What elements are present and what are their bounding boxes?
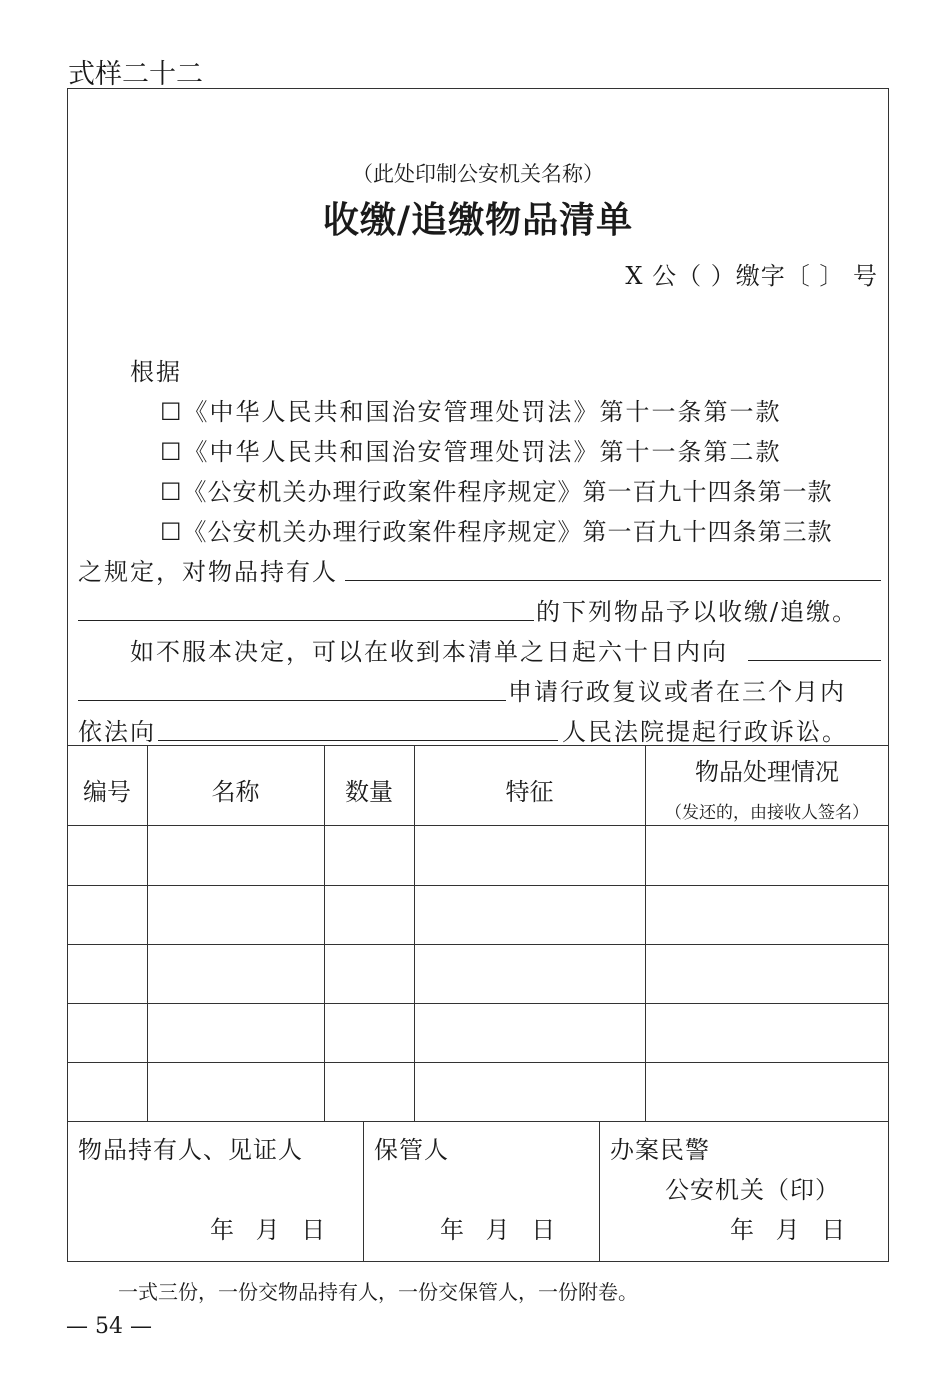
appeal-line-2: 申请行政复议或者在三个月内 bbox=[508, 678, 846, 706]
appeal-line-3-suffix: 人民法院提起行政诉讼。 bbox=[562, 718, 848, 746]
cell-name[interactable] bbox=[147, 944, 324, 1003]
cell-number[interactable] bbox=[67, 825, 147, 885]
custodian-date[interactable]: 年 月 日 bbox=[440, 1216, 557, 1244]
checkbox-icon[interactable]: ☐ bbox=[160, 478, 183, 506]
agency-name-placeholder: （此处印制公安机关名称） bbox=[352, 162, 604, 186]
basis-intro: 根据 bbox=[130, 358, 182, 386]
header-disposal-note: （发还的，由接收人签名） bbox=[665, 803, 869, 823]
checkbox-icon[interactable]: ☐ bbox=[160, 518, 183, 546]
cell-features[interactable] bbox=[414, 944, 645, 1003]
cell-number[interactable] bbox=[67, 1062, 147, 1121]
cell-disposal[interactable] bbox=[645, 885, 889, 944]
basis-option-text: 《中华人民共和国治安管理处罚法》第十一条第一款 bbox=[183, 398, 782, 426]
holder-date[interactable]: 年 月 日 bbox=[210, 1216, 327, 1244]
holder-witness-label: 物品持有人、见证人 bbox=[78, 1136, 303, 1164]
table-border bbox=[67, 1121, 889, 1122]
cell-features[interactable] bbox=[414, 885, 645, 944]
cell-disposal[interactable] bbox=[645, 944, 889, 1003]
basis-option-4 bbox=[160, 512, 833, 547]
checkbox-icon[interactable]: ☐ bbox=[160, 438, 184, 466]
checkbox-icon[interactable]: ☐ bbox=[160, 398, 184, 426]
review-agency-blank[interactable] bbox=[748, 660, 881, 661]
form-title: 收缴/追缴物品清单 bbox=[322, 199, 634, 241]
holder-line-text: 之规定，对物品持有人 bbox=[78, 558, 338, 586]
cell-quantity[interactable] bbox=[324, 1062, 414, 1121]
cell-disposal[interactable] bbox=[645, 1003, 889, 1062]
header-number: 编号 bbox=[83, 778, 131, 806]
cell-name[interactable] bbox=[147, 1003, 324, 1062]
cell-quantity[interactable] bbox=[324, 944, 414, 1003]
header-disposal: 物品处理情况 bbox=[695, 758, 839, 786]
cell-quantity[interactable] bbox=[324, 885, 414, 944]
cell-name[interactable] bbox=[147, 825, 324, 885]
cell-quantity[interactable] bbox=[324, 825, 414, 885]
page-number: — 54 — bbox=[66, 1314, 152, 1339]
officer-date[interactable]: 年 月 日 bbox=[730, 1216, 847, 1244]
basis-option-text: 《公安机关办理行政案件程序规定》第一百九十四条第一款 bbox=[182, 478, 833, 506]
holder-name-blank-continued[interactable] bbox=[78, 620, 534, 621]
cell-disposal[interactable] bbox=[645, 1062, 889, 1121]
signature-divider bbox=[599, 1121, 600, 1262]
basis-option-2 bbox=[160, 432, 782, 467]
cell-features[interactable] bbox=[414, 825, 645, 885]
appeal-line-3-prefix: 依法向 bbox=[78, 718, 156, 746]
cell-number[interactable] bbox=[67, 1003, 147, 1062]
copies-footnote: 一式三份，一份交物品持有人，一份交保管人，一份附卷。 bbox=[118, 1280, 638, 1304]
cell-features[interactable] bbox=[414, 1003, 645, 1062]
basis-option-text: 《公安机关办理行政案件程序规定》第一百九十四条第三款 bbox=[182, 518, 833, 546]
cell-number[interactable] bbox=[67, 944, 147, 1003]
cell-number[interactable] bbox=[67, 885, 147, 944]
holder-name-blank[interactable] bbox=[345, 580, 881, 581]
header-quantity: 数量 bbox=[345, 778, 393, 806]
table-border bbox=[67, 745, 889, 746]
basis-option-1 bbox=[160, 392, 782, 427]
header-name: 名称 bbox=[211, 778, 260, 806]
document-number: X 公（ ）缴字〔 〕 号 bbox=[625, 262, 878, 290]
cell-quantity[interactable] bbox=[324, 1003, 414, 1062]
review-agency-blank-continued[interactable] bbox=[78, 700, 506, 701]
custodian-label: 保管人 bbox=[374, 1136, 449, 1164]
form-label: 式样二十二 bbox=[68, 59, 203, 90]
cell-name[interactable] bbox=[147, 885, 324, 944]
cell-disposal[interactable] bbox=[645, 825, 889, 885]
officer-label: 办案民警 bbox=[610, 1136, 710, 1164]
agency-seal-label: 公安机关（印） bbox=[665, 1176, 840, 1204]
items-line-text: 的下列物品予以收缴/追缴。 bbox=[536, 598, 859, 626]
court-name-blank[interactable] bbox=[158, 740, 558, 741]
appeal-line-1: 如不服本决定，可以在收到本清单之日起六十日内向 bbox=[130, 638, 728, 666]
cell-features[interactable] bbox=[414, 1062, 645, 1121]
basis-option-text: 《中华人民共和国治安管理处罚法》第十一条第二款 bbox=[183, 438, 782, 466]
cell-name[interactable] bbox=[147, 1062, 324, 1121]
basis-option-3 bbox=[160, 472, 833, 507]
header-features: 特征 bbox=[505, 778, 554, 806]
signature-divider bbox=[363, 1121, 364, 1262]
